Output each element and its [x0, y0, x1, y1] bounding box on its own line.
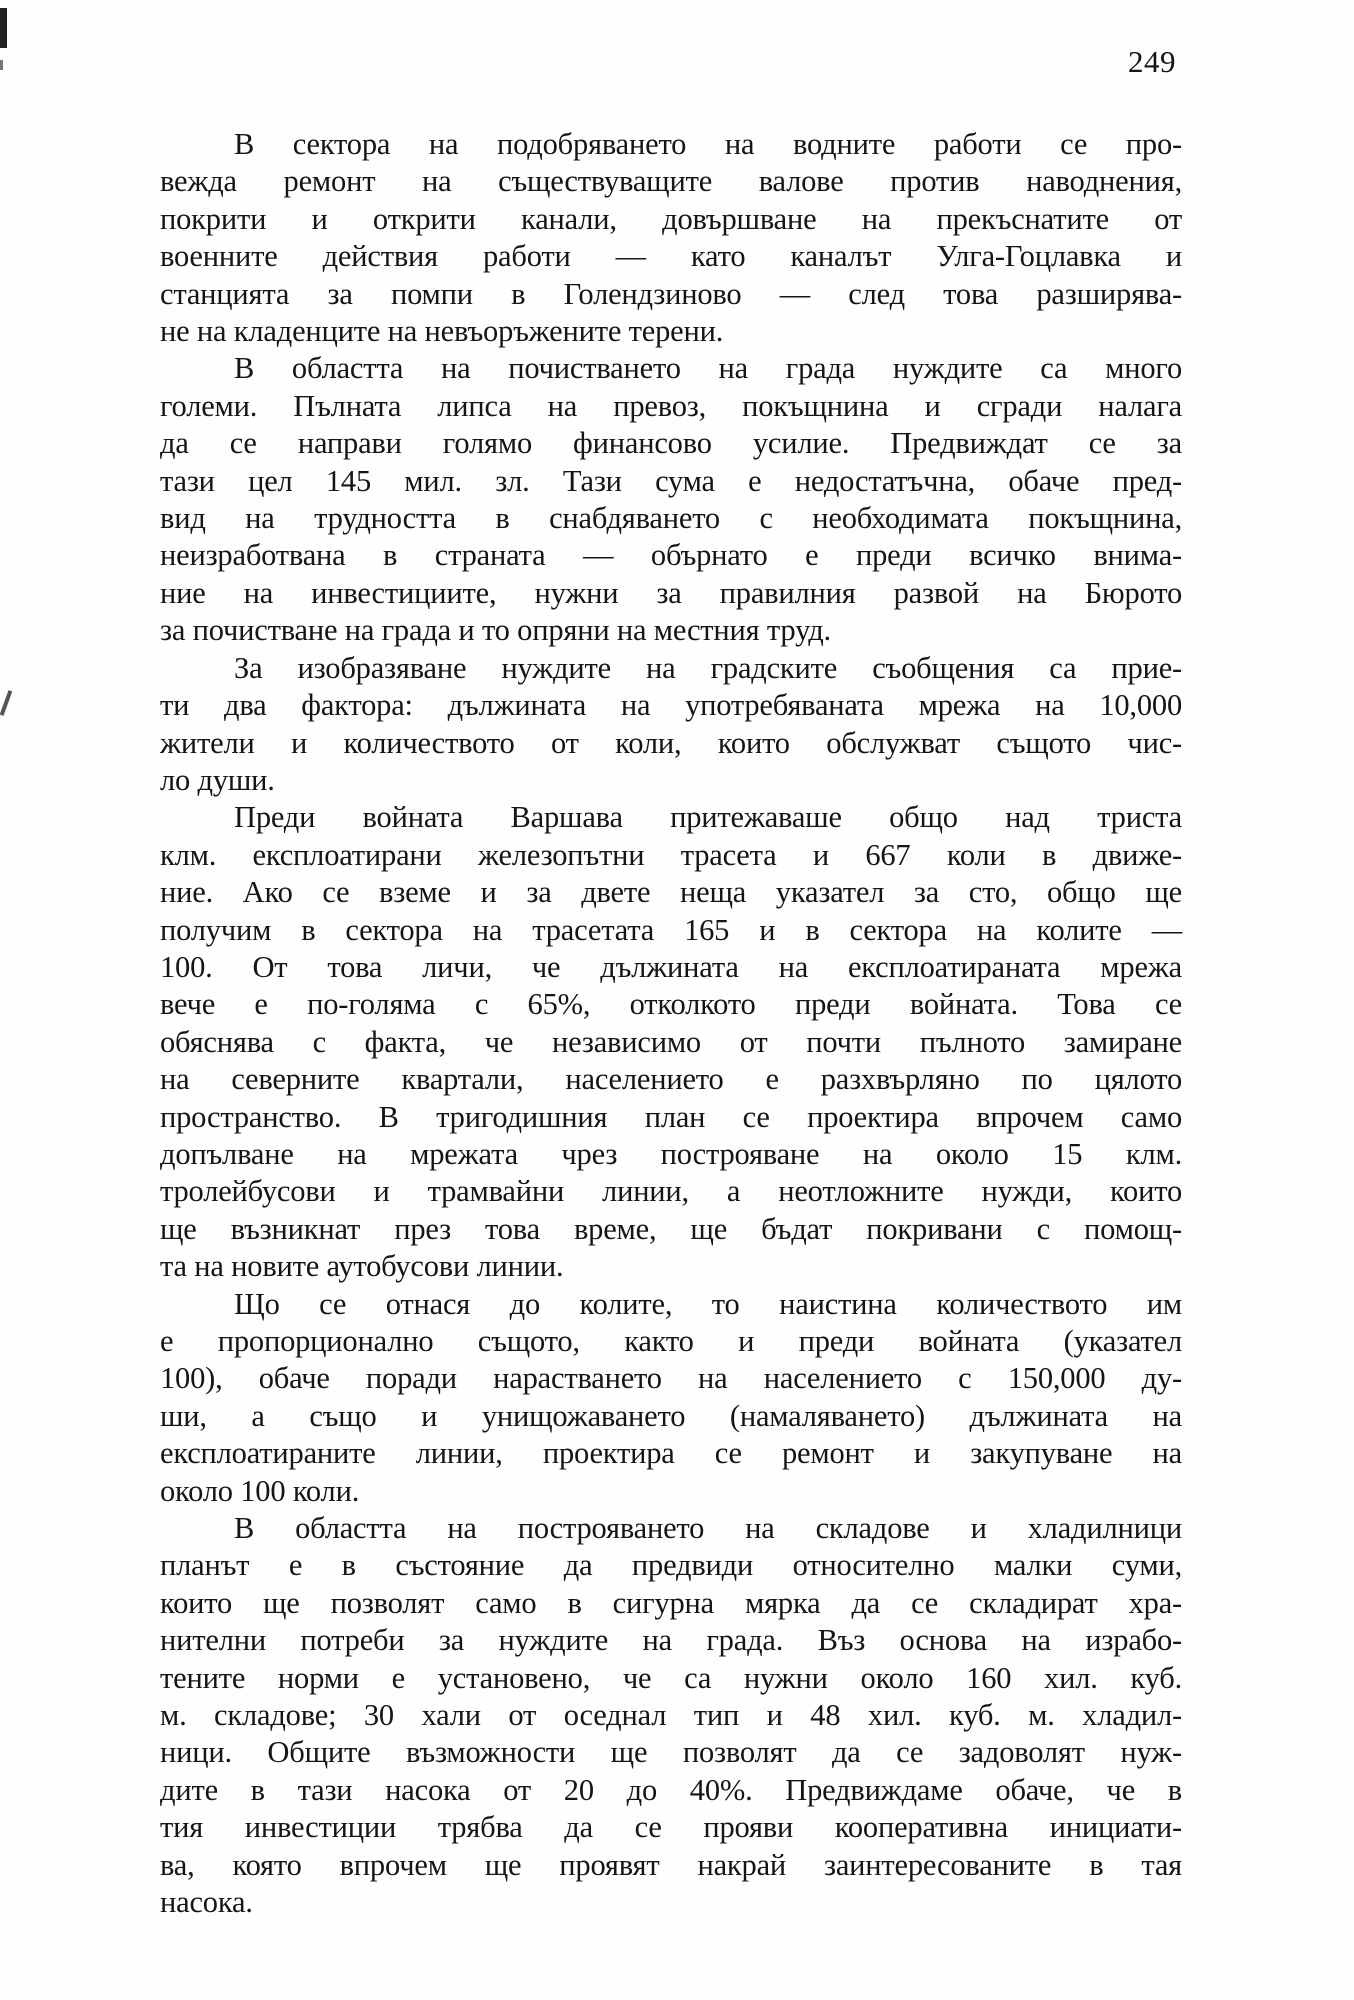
text-line: В сектора на подобряването на водните работи се про-: [234, 127, 1182, 161]
text-line: станцията за помпи в Голендзиново — след това разширява-: [160, 276, 1182, 311]
paragraph-water-works: [160, 126, 1182, 350]
text-line: които ще позволят само в сигурна мярка да се складират хра-: [160, 1585, 1182, 1620]
text-line: За изобразяване нуждите на градските съобщения са прие-: [234, 650, 1182, 685]
text-line: ши, а също и унищожаването (намаляването) дължината на: [160, 1398, 1182, 1433]
text-line: допълване на мрежата чрез построяване на около 15 клм.: [160, 1136, 1182, 1171]
text-line: покрити и открити канали, довършване на прекъснатите от: [160, 201, 1182, 236]
text-line: пространство. В тригодишния план се проектира впрочем само: [160, 1099, 1182, 1134]
text-line: тролейбусови и трамвайни линии, а неотложните нужди, които: [160, 1174, 1182, 1209]
text-line: В областта на почистването на града нуждите са много: [234, 351, 1182, 386]
text-line: за почистване на града и то опряни на местния труд.: [160, 613, 831, 648]
text-line: ници. Общите възможности ще позволят да се задоволят нуж-: [160, 1735, 1182, 1770]
text-line: жители и количеството от коли, които обслужват същото чис-: [160, 725, 1182, 760]
text-line: вече е по-голяма с 65%, отколкото преди войната. Това се: [160, 987, 1182, 1022]
page-number: 249: [1128, 44, 1176, 79]
text-line: вид на трудността в снабдяването с необходимата покъщнина,: [160, 501, 1182, 536]
text-line: ло души.: [160, 762, 275, 797]
text-line: 100), обаче поради нарастването на населението с 150,000 ду-: [160, 1361, 1182, 1396]
paragraph-transport-factors: [160, 650, 1182, 800]
text-line: дите в тази насока от 20 до 40%. Предвиждаме обаче, че в: [160, 1772, 1182, 1807]
paragraph-city-cleaning: [160, 350, 1182, 649]
text-line: тените норми е установено, че са нужни около 160 хил. куб.: [160, 1660, 1182, 1695]
text-line: нителни потреби за нуждите на града. Въз основа на израбо-: [160, 1623, 1182, 1658]
text-line: планът е в състояние да предвиди относително малки суми,: [160, 1548, 1182, 1583]
text-line: ти два фактора: дължината на употребяваната мрежа на 10,000: [160, 688, 1182, 723]
text-line: военните действия работи — като каналът Улга-Гоцлавка и: [160, 239, 1182, 274]
text-line: Преди войната Варшава притежаваше общо над триста: [234, 800, 1182, 835]
text-line: вежда ремонт на съществуващите валове против наводнения,: [160, 164, 1182, 199]
text-line: В областта на построяването на складове и хладилници: [234, 1511, 1182, 1546]
body-text: [160, 126, 1182, 1922]
text-line: м. складове; 30 хали от оседнал тип и 48 хил. куб. м. хладил-: [160, 1698, 1182, 1733]
text-line: тази цел 145 мил. зл. Тази сума е недостатъчна, обаче пред-: [160, 463, 1182, 498]
scan-margin-mark: [0, 60, 3, 70]
scan-margin-mark: [0, 8, 7, 48]
text-line: 100. От това личи, че дължината на експлоатираната мрежа: [160, 949, 1182, 984]
paragraph-vehicles: [160, 1286, 1182, 1510]
text-line: не на кладенците на невъоръжените терени.: [160, 314, 724, 349]
text-line: тия инвестиции трябва да се прояви кооперативна инициати-: [160, 1810, 1182, 1845]
text-line: клм. експлоатирани железопътни трасета и 667 коли в движе-: [160, 837, 1182, 872]
text-line: ние на инвестициите, нужни за правилния развой на Бюрото: [160, 575, 1182, 610]
text-line: насока.: [160, 1885, 253, 1920]
text-line: ние. Ако се вземе и за двете неща указател за сто, общо ще: [160, 875, 1182, 910]
text-line: получим в сектора на трасетата 165 и в сектора на колите —: [160, 912, 1182, 947]
text-line: големи. Пълната липса на превоз, покъщнина и сгради налага: [160, 388, 1182, 423]
text-line: Що се отнася до колите, то наистина количеството им: [234, 1286, 1182, 1321]
paragraph-warehouses: [160, 1510, 1182, 1921]
text-line: ва, която впрочем ще проявят накрай заинтересованите в тая: [160, 1847, 1182, 1882]
text-line: около 100 коли.: [160, 1473, 360, 1508]
text-line: на северните квартали, населението е разхвърляно по цялото: [160, 1062, 1182, 1097]
text-line: експлоатираните линии, проектира се ремонт и закупуване на: [160, 1436, 1182, 1471]
text-line: ще възникнат през това време, ще бъдат покривани с помощ-: [160, 1211, 1182, 1246]
text-line: неизработвана в страната — обърнато е преди всичко внима-: [160, 538, 1182, 573]
paragraph-prewar-network: [160, 799, 1182, 1285]
scan-margin-mark: [0, 690, 12, 716]
text-line: та на новите аутобусови линии.: [160, 1249, 564, 1284]
text-line: обяснява с факта, че независимо от почти пълното замиране: [160, 1024, 1182, 1059]
text-line: да се направи голямо финансово усилие. Предвиждат се за: [160, 426, 1182, 461]
text-line: е пропорционално същото, както и преди войната (указател: [160, 1324, 1182, 1358]
